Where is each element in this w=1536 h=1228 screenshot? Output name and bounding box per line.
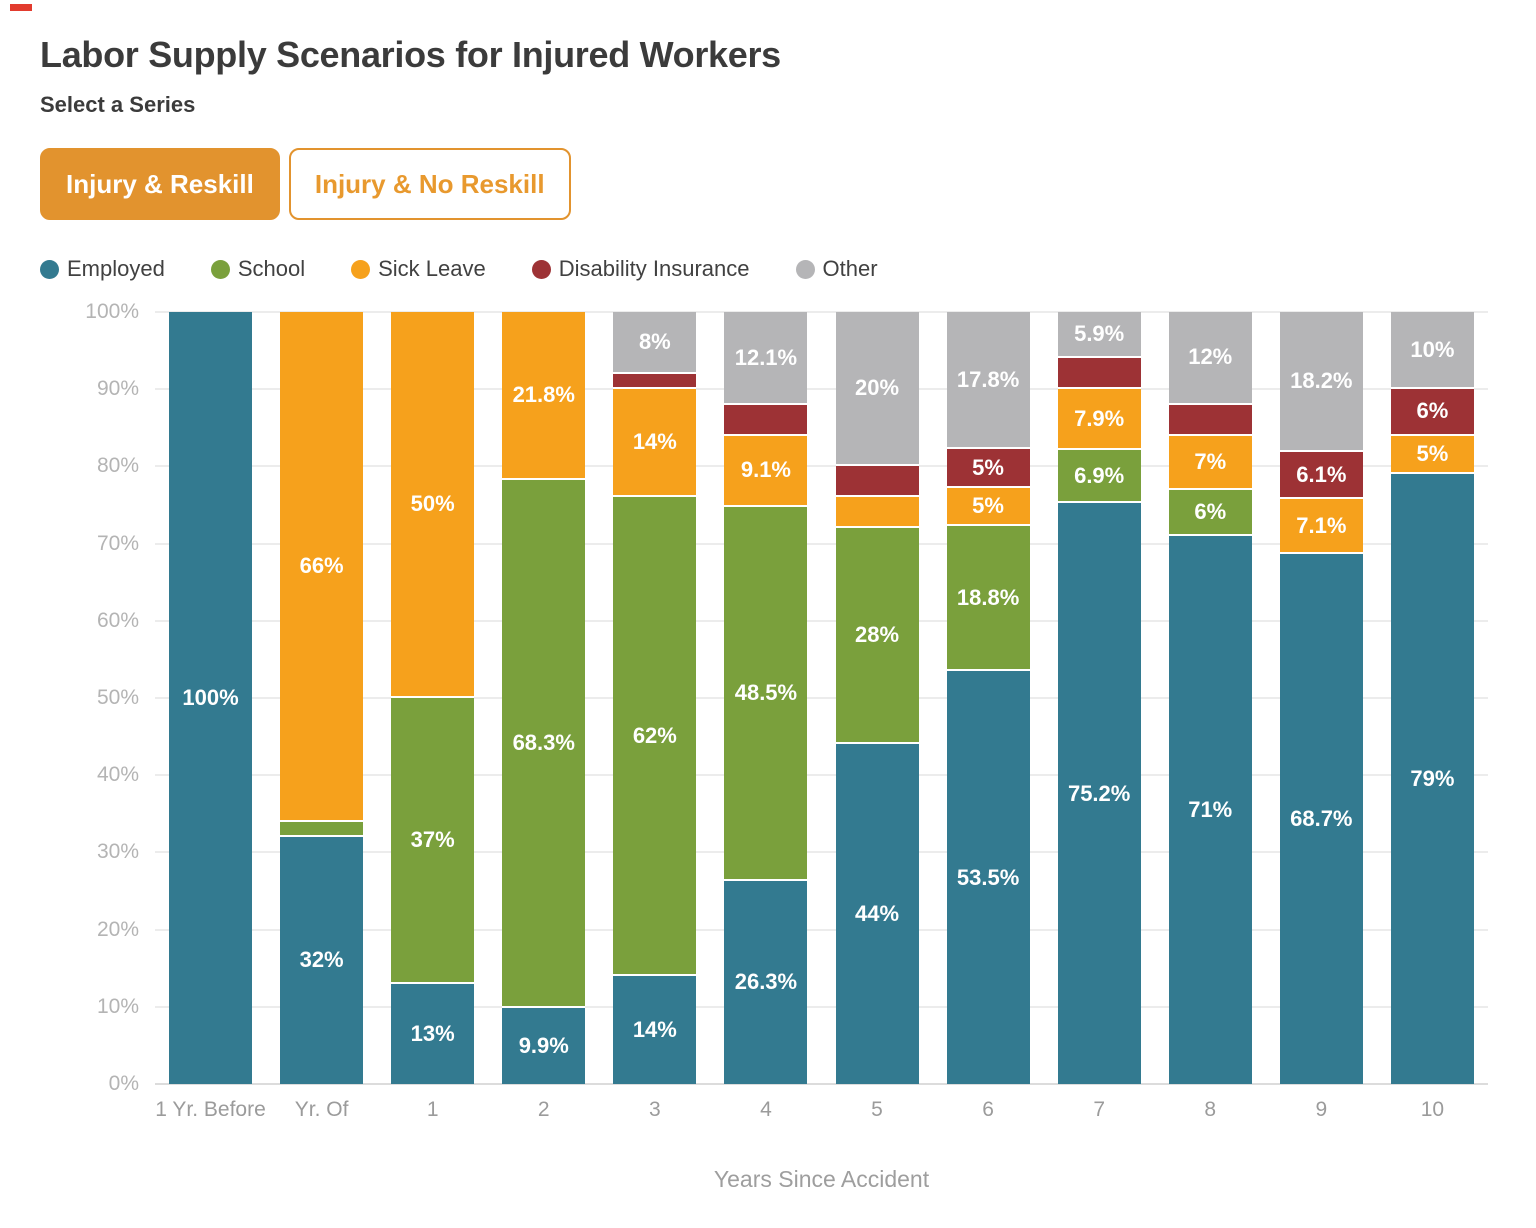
bar-2 [502, 312, 585, 1084]
segment-value-label: 5% [972, 493, 1004, 519]
legend-label: Disability Insurance [558, 256, 750, 281]
segment-value-label: 100% [182, 685, 239, 710]
segment-value-label: 7.9% [1074, 405, 1125, 431]
segment-3-school[interactable] [613, 497, 696, 976]
segment-4-sick-leave[interactable] [724, 436, 807, 506]
stacked-bar-chart [85, 300, 1488, 1193]
segment-value-label: 10% [1410, 336, 1455, 362]
x-axis-tick-label: 2 [537, 1098, 550, 1121]
series-button-injury-no-reskill[interactable]: Injury & No Reskill [289, 148, 571, 220]
legend-label: School [237, 256, 306, 281]
segment-9-other[interactable] [1280, 312, 1363, 452]
legend-label: Employed [67, 256, 165, 281]
legend-item-sick-leave[interactable] [351, 256, 486, 282]
segment-4-employed[interactable] [724, 881, 807, 1084]
segment-1-employed[interactable] [391, 984, 474, 1084]
segment-7-employed[interactable] [1058, 503, 1141, 1084]
segment-value-label: 7.1% [1296, 512, 1347, 538]
segment-value-label: 48.5% [734, 679, 798, 705]
bar-5 [836, 312, 919, 1084]
x-axis-tick-label: 9 [1315, 1098, 1328, 1121]
bar-slot [1155, 312, 1266, 1084]
segment-value-label: 5% [1416, 440, 1449, 466]
segment-3-disability-insurance[interactable] [613, 374, 696, 389]
segment-2-school[interactable] [502, 480, 585, 1007]
segment-5-school[interactable] [836, 528, 919, 744]
segment-value-label: 6% [1416, 398, 1449, 424]
bar-10 [1391, 312, 1474, 1084]
x-axis-tick-label: 4 [760, 1098, 772, 1121]
y-axis-tick-label: 70% [96, 531, 139, 555]
segment-value-label: 18.2% [1290, 368, 1353, 394]
segment-7-disability-insurance[interactable] [1058, 358, 1141, 390]
bar-yr-of [280, 312, 363, 1084]
x-axis-tick-label: 7 [1093, 1098, 1105, 1121]
x-axis-tick-label: 10 [1420, 1098, 1445, 1121]
legend-item-employed[interactable] [40, 256, 165, 282]
legend-label: Other [822, 256, 878, 281]
segment-3-other[interactable] [613, 312, 696, 374]
segment-9-employed[interactable] [1280, 554, 1363, 1084]
segment-4-other[interactable] [724, 312, 807, 405]
segment-value-label: 53.5% [956, 864, 1020, 890]
bar-slot [599, 312, 710, 1084]
segment-value-label: 66% [299, 552, 344, 578]
y-axis-tick-label: 80% [96, 454, 139, 478]
y-axis-tick-label: 50% [96, 686, 139, 709]
segment-value-label: 7% [1194, 448, 1227, 474]
segment-value-label: 21.8% [512, 382, 575, 408]
bar-slot [266, 312, 377, 1084]
segment-8-other[interactable] [1169, 312, 1252, 405]
bar-7 [1058, 312, 1141, 1084]
segment-6-disability-insurance[interactable] [947, 449, 1030, 488]
x-axis-tick-label: 6 [982, 1098, 994, 1121]
segment-yr-of-employed[interactable] [280, 837, 363, 1084]
x-axis-labels [155, 1098, 1488, 1122]
segment-1-sick-leave[interactable] [391, 312, 474, 698]
segment-value-label: 8% [638, 328, 671, 354]
segment-value-label: 62% [632, 722, 677, 748]
legend-swatch-icon [211, 260, 230, 279]
segment-value-label: 28% [854, 622, 900, 648]
legend-item-school[interactable] [211, 256, 305, 282]
segment-value-label: 14% [632, 1016, 677, 1042]
segment-9-disability-insurance[interactable] [1280, 452, 1363, 499]
segment-value-label: 79% [1410, 766, 1455, 792]
segment-value-label: 32% [299, 947, 344, 973]
segment-6-sick-leave[interactable] [947, 488, 1030, 527]
segment-8-school[interactable] [1169, 490, 1252, 536]
plot-area [85, 300, 1488, 1095]
segment-10-employed[interactable] [1391, 474, 1474, 1084]
segment-3-sick-leave[interactable] [613, 389, 696, 497]
segment-value-label: 12.1% [734, 344, 798, 370]
segment-value-label: 37% [410, 826, 455, 852]
segment-4-school[interactable] [724, 507, 807, 881]
legend-swatch-icon [40, 260, 59, 279]
bar-9 [1280, 312, 1363, 1084]
segment-value-label: 14% [632, 429, 677, 455]
segment-value-label: 12% [1188, 344, 1233, 370]
segment-value-label: 5% [972, 454, 1004, 480]
segment-1-school[interactable] [391, 698, 474, 984]
segment-10-disability-insurance[interactable] [1391, 389, 1474, 435]
corner-dash [10, 4, 32, 11]
segment-value-label: 9.9% [518, 1032, 569, 1058]
bar-3 [613, 312, 696, 1084]
segment-10-other[interactable] [1391, 312, 1474, 389]
series-button-group [40, 148, 1536, 220]
x-axis-title: Years Since Accident [713, 1166, 930, 1192]
bar-slot [155, 312, 266, 1084]
segment-8-sick-leave[interactable] [1169, 436, 1252, 490]
segment-7-school[interactable] [1058, 450, 1141, 503]
segment-value-label: 26.3% [734, 969, 798, 995]
x-axis-tick-label: Yr. Of [294, 1098, 349, 1121]
bar-1 [391, 312, 474, 1084]
legend-item-disability-insurance[interactable] [532, 256, 750, 282]
page-title: Labor Supply Scenarios for Injured Workers [40, 34, 781, 75]
segment-yr-of-school[interactable] [280, 822, 363, 837]
segment-value-label: 13% [410, 1020, 455, 1046]
legend-swatch-icon [532, 260, 551, 279]
segment-1-yr-before-employed[interactable] [169, 312, 252, 1084]
x-axis-tick-label: 1 [426, 1098, 439, 1121]
segment-5-sick-leave[interactable] [836, 497, 919, 528]
bar-slot [488, 312, 599, 1084]
legend-swatch-icon [351, 260, 370, 279]
x-axis-tick-label: 3 [649, 1098, 661, 1121]
segment-value-label: 20% [854, 375, 900, 401]
bar-slot [1266, 312, 1377, 1084]
segment-8-employed[interactable] [1169, 536, 1252, 1084]
bar-1-yr-before [169, 312, 252, 1084]
legend-label: Sick Leave [378, 256, 486, 281]
segment-10-sick-leave[interactable] [1391, 436, 1474, 475]
y-axis-tick-label: 60% [96, 608, 139, 632]
segment-value-label: 68.3% [512, 729, 575, 755]
y-axis-tick-label: 30% [96, 840, 139, 864]
y-axis-tick-label: 40% [96, 763, 139, 787]
chart-legend [40, 256, 1536, 282]
bar-slot [933, 312, 1044, 1084]
bar-slot [1377, 312, 1488, 1084]
series-button-injury-reskill[interactable]: Injury & Reskill [40, 148, 280, 220]
bar-slot [710, 312, 821, 1084]
segment-value-label: 18.8% [956, 584, 1020, 610]
bar-4 [724, 312, 807, 1084]
segment-4-disability-insurance[interactable] [724, 405, 807, 436]
series-selector-label: Select a Series [40, 92, 196, 117]
segment-value-label: 17.8% [956, 366, 1020, 392]
segment-value-label: 44% [854, 901, 900, 927]
segment-7-sick-leave[interactable] [1058, 389, 1141, 450]
y-axis-tick-label: 10% [96, 994, 139, 1018]
bar-6 [947, 312, 1030, 1084]
segment-value-label: 75.2% [1067, 780, 1131, 806]
segment-3-employed[interactable] [613, 976, 696, 1084]
segment-9-sick-leave[interactable] [1280, 499, 1363, 554]
segment-value-label: 68.7% [1290, 806, 1353, 832]
segment-value-label: 6.9% [1074, 462, 1125, 488]
segment-2-sick-leave[interactable] [502, 312, 585, 480]
segment-6-other[interactable] [947, 312, 1030, 449]
y-axis-tick-label: 0% [108, 1072, 139, 1095]
segment-2-employed[interactable] [502, 1008, 585, 1084]
x-axis-tick-label: 8 [1204, 1098, 1217, 1121]
segment-5-other[interactable] [836, 312, 919, 466]
bar-slot [821, 312, 932, 1084]
segment-value-label: 71% [1188, 796, 1233, 822]
bar-8 [1169, 312, 1252, 1084]
segment-6-school[interactable] [947, 526, 1030, 671]
x-axis-tick-label: 1 Yr. Before [155, 1098, 266, 1121]
legend-item-other[interactable] [796, 256, 878, 282]
x-axis-tick-label: 5 [871, 1098, 883, 1121]
y-axis-tick-label: 100% [85, 300, 139, 323]
segment-yr-of-sick-leave[interactable] [280, 312, 363, 822]
segment-value-label: 6% [1194, 498, 1227, 524]
bars-layer [155, 312, 1488, 1084]
bar-slot [1044, 312, 1155, 1084]
segment-value-label: 6.1% [1296, 461, 1347, 487]
segment-value-label: 5.9% [1074, 320, 1125, 346]
segment-value-label: 50% [410, 491, 455, 517]
segment-5-employed[interactable] [836, 744, 919, 1084]
segment-8-disability-insurance[interactable] [1169, 405, 1252, 436]
segment-6-employed[interactable] [947, 671, 1030, 1084]
segment-7-other[interactable] [1058, 312, 1141, 358]
bar-slot [377, 312, 488, 1084]
segment-value-label: 9.1% [740, 457, 791, 483]
legend-swatch-icon [796, 260, 815, 279]
y-axis-tick-label: 90% [96, 377, 139, 401]
y-axis-tick-label: 20% [96, 917, 139, 941]
segment-5-disability-insurance[interactable] [836, 466, 919, 497]
